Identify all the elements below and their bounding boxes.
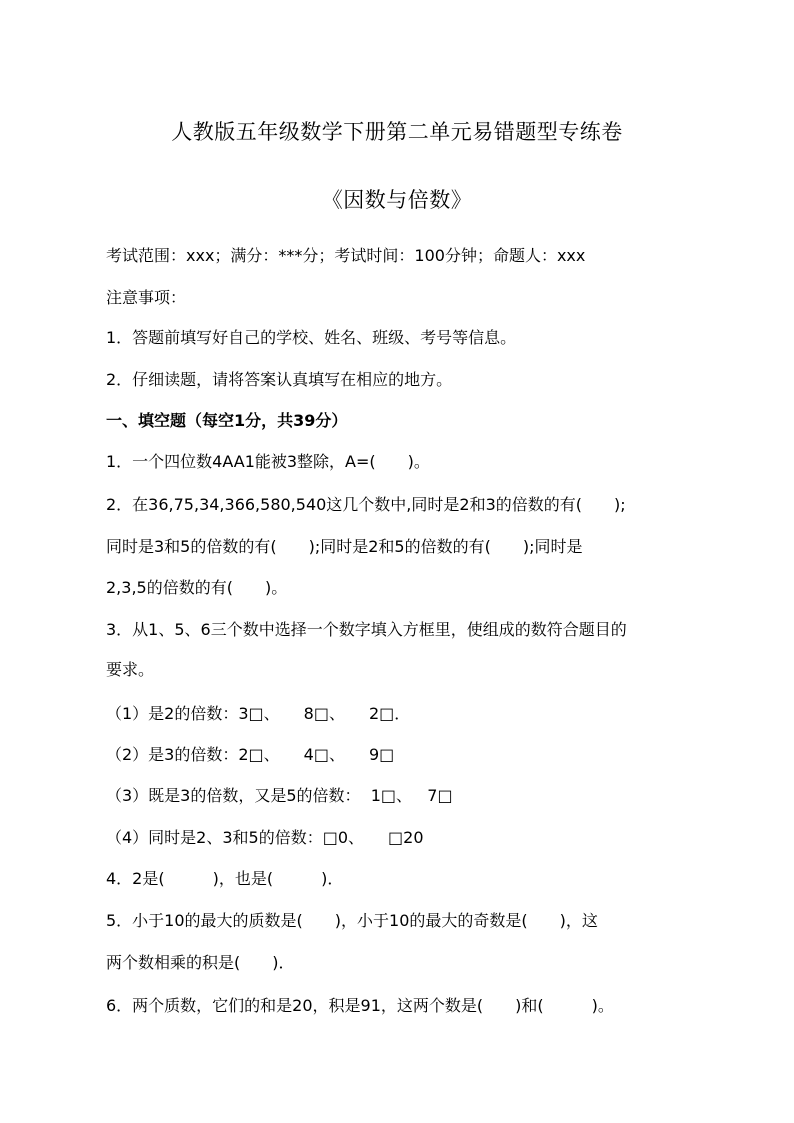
exam-subtitle: 《因数与倍数》 [321,188,473,212]
question-3-line: 3．从1、5、6三个数中选择一个数字填入方框里，使组成的数符合题目的 [106,620,627,639]
question-3-subitem: （4）同时是2、3和5的倍数：□0、 □20 [106,828,424,847]
question-2-line: 2,3,5的倍数的有( )。 [106,578,288,597]
question-2-line: 同时是3和5的倍数的有( );同时是2和5的倍数的有( );同时是 [106,537,583,556]
notice-item: 1．答题前填写好自己的学校、姓名、班级、考号等信息。 [106,328,517,347]
notice-item: 2．仔细读题，请将答案认真填写在相应的地方。 [106,370,453,389]
section-heading: 一、填空题（每空1分，共39分） [106,411,348,430]
question-2-line: 2．在36,75,34,366,580,540这几个数中,同时是2和3的倍数的有( ); [106,495,626,514]
question-6: 6．两个质数，它们的和是20，积是91，这两个数是( )和( )。 [106,996,614,1015]
exam-info: 考试范围：xxx；满分：***分；考试时间：100分钟；命题人：xxx [106,246,586,265]
question-3-subitem: （2）是3的倍数：2□、 4□、 9□ [106,745,395,764]
notice-heading: 注意事项： [106,288,187,307]
question-3-subitem: （1）是2的倍数：3□、 8□、 2□． [106,704,411,723]
question-3-subitem: （3）既是3的倍数，又是5的倍数： 1□、 7□ [106,786,453,805]
question-4: 4．2是( )，也是( )． [106,869,344,888]
question-5-line: 两个数相乘的积是( )． [106,953,295,972]
question-3-line: 要求。 [106,660,155,679]
exam-title: 人教版五年级数学下册第二单元易错题型专练卷 [171,120,623,144]
question-5-line: 5．小于10的最大的质数是( )，小于10的最大的奇数是( )，这 [106,911,598,930]
question-1: 1．一个四位数4AA1能被3整除，A=( )。 [106,452,430,471]
